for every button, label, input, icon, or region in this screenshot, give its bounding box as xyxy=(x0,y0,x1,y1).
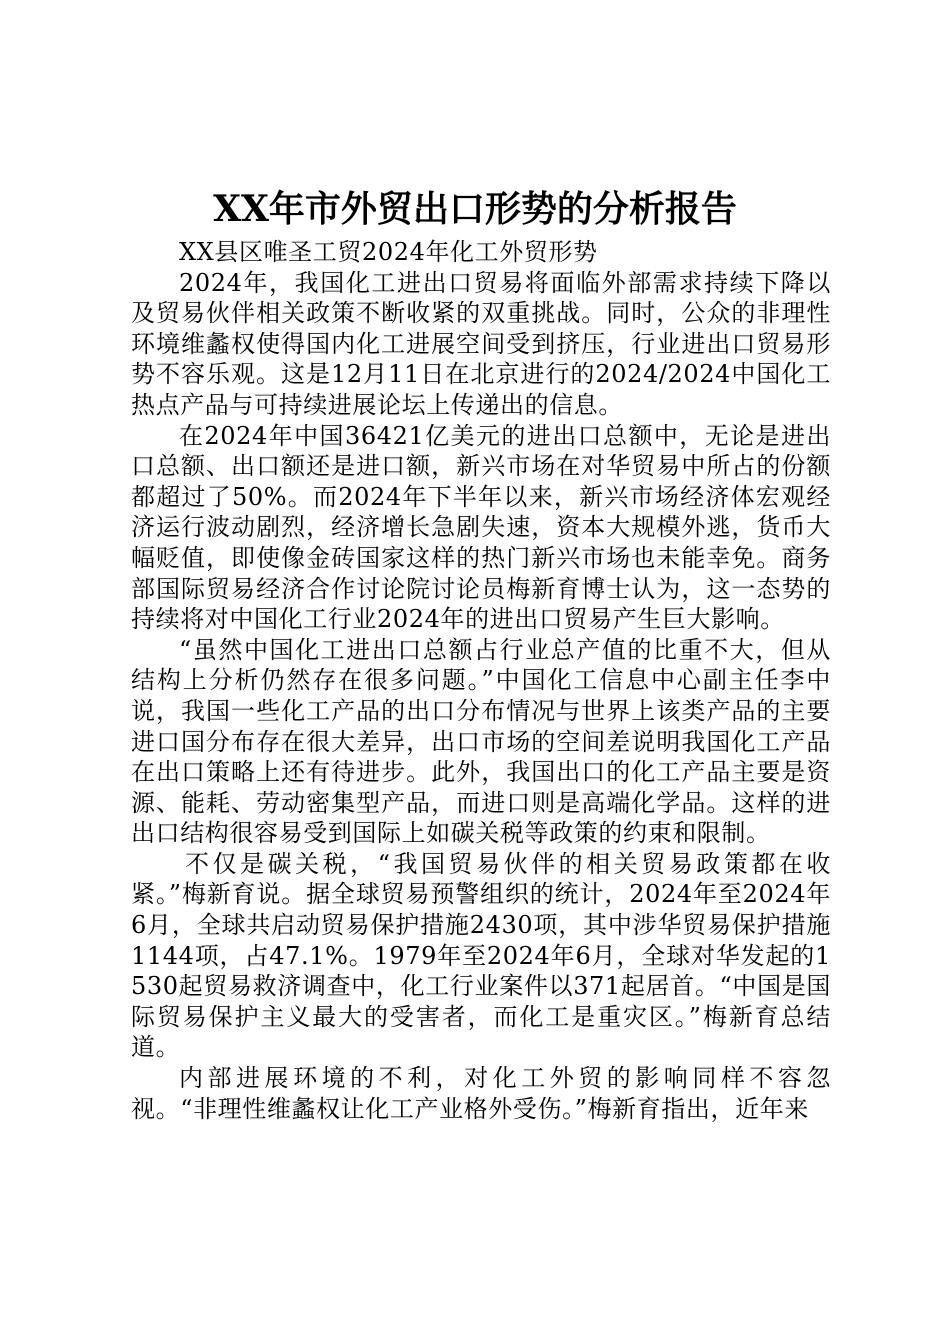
body-paragraph: 在2024年中国36421亿美元的进出口总额中，无论是进出口总额、出口额还是进口额，新兴市场在对华贸易中所占的份额都超过了50%。而2024年下半年以来，新兴市场经济体宏观经济运行波动剧烈，经济增长急剧失速，资本大规模外逃，货币大幅贬值，即使像金砖国家这样的热门新兴市场也未能幸免。商务部国际贸易经济合作讨论院讨论员梅新育博士认为，这一态势的持续将对中国化工行业2024年的进出口贸易产生巨大影响。 xyxy=(131,421,831,634)
body-paragraph: 内部进展环境的不利，对化工外贸的影响同样不容忽视。“非理性维蠡权让化工产业格外受伤。”梅新育指出，近年来 xyxy=(131,1064,831,1123)
body-paragraph: 2024年，我国化工进出口贸易将面临外部需求持续下降以及贸易伙伴相关政策不断收紧的双重挑战。同时，公众的非理性环境维蠡权使得国内化工进展空间受到挤压，行业进出口贸易形势不容乐观。这是12月11日在北京进行的2024/2024中国化工热点产品与可持续进展论坛上传递出的信息。 xyxy=(131,268,831,419)
subtitle-paragraph: XX县区唯圣工贸2024年化工外贸形势 xyxy=(179,238,598,266)
page-title: XX年市外贸出口形势的分析报告 xyxy=(213,188,737,230)
document-body xyxy=(131,237,831,1124)
body-paragraph: 不仅是碳关税，“我国贸易伙伴的相关贸易政策都在收紧。”梅新育说。据全球贸易预警组织的统计，2024年至2024年6月，全球共启动贸易保护措施2430项，其中涉华贸易保护措施1144项，占47.1%。1979年至2024年6月，全球对华发起的1530起贸易救济调查中，化工行业案件以371起居首。“中国是国际贸易保护主义最大的受害者，而化工是重灾区。”梅新育总结道。 xyxy=(131,849,831,1062)
body-paragraph: “虽然中国化工进出口总额占行业总产值的比重不大，但从结构上分析仍然存在很多问题。”中国化工信息中心副主任李中说，我国一些化工产品的出口分布情况与世界上该类产品的主要进口国分布存在很大差异，出口市场的空间差说明我国化工产品在出口策略上还有待进步。此外，我国出口的化工产品主要是资源、能耗、劳动密集型产品，而进口则是高端化学品。这样的进出口结构很容易受到国际上如碳关税等政策的约束和限制。 xyxy=(131,635,831,848)
